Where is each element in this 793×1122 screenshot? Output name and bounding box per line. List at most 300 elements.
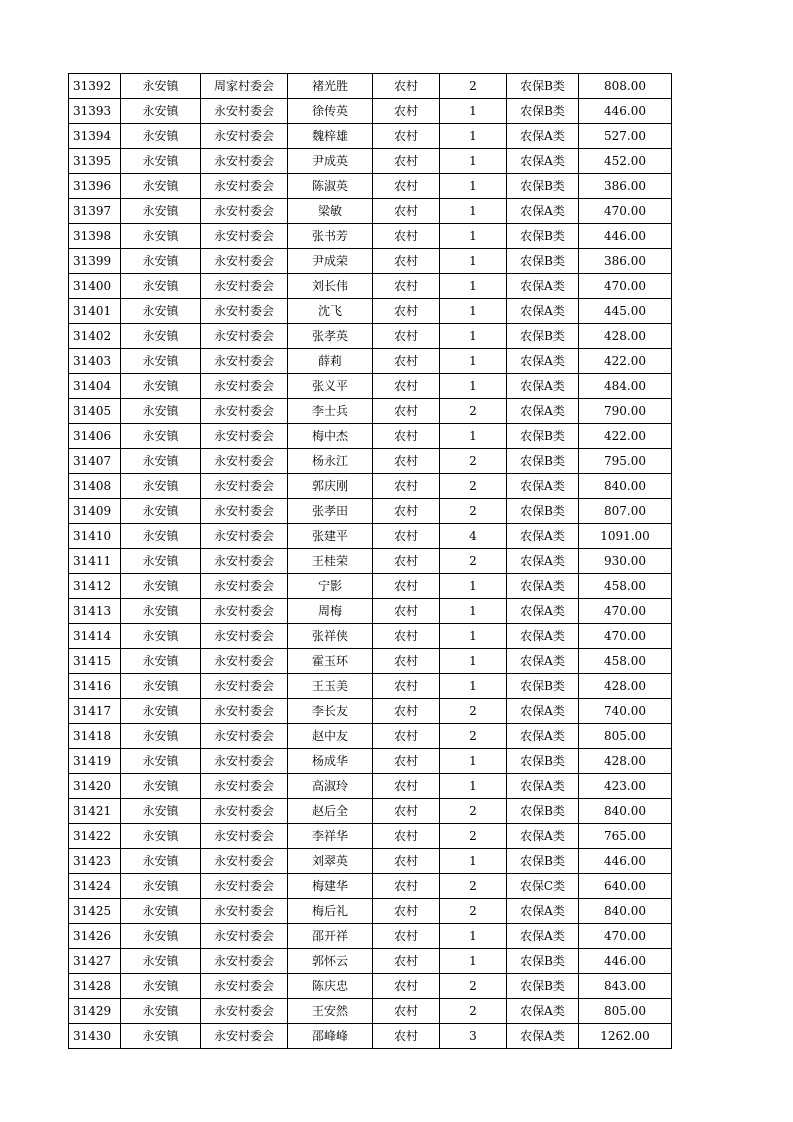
area-type-cell: 农村 [373,224,440,249]
area-type-cell: 农村 [373,199,440,224]
name-cell: 李长友 [288,699,373,724]
table-row [69,699,672,724]
record-id-cell: 31430 [69,1024,121,1049]
category-cell: 农保B类 [507,74,579,99]
town-cell: 永安镇 [121,299,201,324]
category-cell: 农保A类 [507,924,579,949]
record-id-cell: 31402 [69,324,121,349]
area-type-cell: 农村 [373,899,440,924]
household-count-cell: 1 [440,374,507,399]
amount-cell: 445.00 [579,299,672,324]
area-type-cell: 农村 [373,724,440,749]
category-cell: 农保A类 [507,724,579,749]
town-cell: 永安镇 [121,924,201,949]
name-cell: 梅后礼 [288,899,373,924]
table-row [69,399,672,424]
category-cell: 农保A类 [507,124,579,149]
name-cell: 邵峰峰 [288,1024,373,1049]
category-cell: 农保B类 [507,974,579,999]
area-type-cell: 农村 [373,999,440,1024]
name-cell: 张祥侠 [288,624,373,649]
table-row [69,599,672,624]
amount-cell: 470.00 [579,924,672,949]
town-cell: 永安镇 [121,224,201,249]
table-row [69,749,672,774]
amount-cell: 446.00 [579,224,672,249]
amount-cell: 452.00 [579,149,672,174]
village-committee-cell: 永安村委会 [201,499,288,524]
area-type-cell: 农村 [373,299,440,324]
amount-cell: 386.00 [579,249,672,274]
record-id-cell: 31401 [69,299,121,324]
record-id-cell: 31423 [69,849,121,874]
household-count-cell: 1 [440,624,507,649]
area-type-cell: 农村 [373,349,440,374]
amount-cell: 422.00 [579,424,672,449]
town-cell: 永安镇 [121,149,201,174]
household-count-cell: 1 [440,674,507,699]
amount-cell: 386.00 [579,174,672,199]
town-cell: 永安镇 [121,1024,201,1049]
record-id-cell: 31405 [69,399,121,424]
category-cell: 农保B类 [507,424,579,449]
household-count-cell: 1 [440,649,507,674]
household-count-cell: 1 [440,274,507,299]
name-cell: 李祥华 [288,824,373,849]
name-cell: 张孝田 [288,499,373,524]
town-cell: 永安镇 [121,174,201,199]
name-cell: 李士兵 [288,399,373,424]
amount-cell: 795.00 [579,449,672,474]
town-cell: 永安镇 [121,724,201,749]
name-cell: 张孝英 [288,324,373,349]
amount-cell: 446.00 [579,849,672,874]
amount-cell: 470.00 [579,624,672,649]
village-committee-cell: 永安村委会 [201,799,288,824]
name-cell: 梁敏 [288,199,373,224]
village-committee-cell: 永安村委会 [201,99,288,124]
amount-cell: 527.00 [579,124,672,149]
name-cell: 尹成英 [288,149,373,174]
category-cell: 农保A类 [507,774,579,799]
village-committee-cell: 永安村委会 [201,299,288,324]
table-row [69,574,672,599]
town-cell: 永安镇 [121,849,201,874]
category-cell: 农保A类 [507,524,579,549]
amount-cell: 805.00 [579,999,672,1024]
name-cell: 薛莉 [288,349,373,374]
household-count-cell: 3 [440,1024,507,1049]
village-committee-cell: 永安村委会 [201,274,288,299]
name-cell: 张书芳 [288,224,373,249]
household-count-cell: 1 [440,349,507,374]
household-count-cell: 2 [440,699,507,724]
village-committee-cell: 永安村委会 [201,174,288,199]
area-type-cell: 农村 [373,424,440,449]
household-count-cell: 2 [440,999,507,1024]
table-row [69,274,672,299]
household-count-cell: 1 [440,99,507,124]
table-row [69,474,672,499]
record-id-cell: 31397 [69,199,121,224]
category-cell: 农保A类 [507,1024,579,1049]
village-committee-cell: 永安村委会 [201,624,288,649]
amount-cell: 640.00 [579,874,672,899]
village-committee-cell: 永安村委会 [201,874,288,899]
name-cell: 魏梓雄 [288,124,373,149]
table-row [69,924,672,949]
area-type-cell: 农村 [373,674,440,699]
area-type-cell: 农村 [373,924,440,949]
town-cell: 永安镇 [121,399,201,424]
category-cell: 农保A类 [507,474,579,499]
town-cell: 永安镇 [121,99,201,124]
amount-cell: 428.00 [579,749,672,774]
area-type-cell: 农村 [373,774,440,799]
town-cell: 永安镇 [121,824,201,849]
village-committee-cell: 永安村委会 [201,899,288,924]
town-cell: 永安镇 [121,249,201,274]
category-cell: 农保B类 [507,249,579,274]
household-count-cell: 4 [440,524,507,549]
table-row [69,824,672,849]
name-cell: 张义平 [288,374,373,399]
name-cell: 张建平 [288,524,373,549]
name-cell: 郭庆刚 [288,474,373,499]
category-cell: 农保A类 [507,599,579,624]
town-cell: 永安镇 [121,699,201,724]
village-committee-cell: 永安村委会 [201,724,288,749]
village-committee-cell: 永安村委会 [201,574,288,599]
village-committee-cell: 永安村委会 [201,774,288,799]
category-cell: 农保A类 [507,374,579,399]
category-cell: 农保A类 [507,999,579,1024]
area-type-cell: 农村 [373,974,440,999]
record-id-cell: 31396 [69,174,121,199]
benefit-table [68,73,672,1049]
record-id-cell: 31413 [69,599,121,624]
town-cell: 永安镇 [121,649,201,674]
household-count-cell: 1 [440,424,507,449]
amount-cell: 484.00 [579,374,672,399]
amount-cell: 740.00 [579,699,672,724]
town-cell: 永安镇 [121,574,201,599]
town-cell: 永安镇 [121,324,201,349]
household-count-cell: 2 [440,899,507,924]
area-type-cell: 农村 [373,249,440,274]
category-cell: 农保B类 [507,449,579,474]
household-count-cell: 1 [440,149,507,174]
household-count-cell: 2 [440,449,507,474]
category-cell: 农保B类 [507,799,579,824]
name-cell: 杨成华 [288,749,373,774]
area-type-cell: 农村 [373,274,440,299]
table-row [69,374,672,399]
amount-cell: 1262.00 [579,1024,672,1049]
table-row [69,424,672,449]
household-count-cell: 2 [440,399,507,424]
household-count-cell: 1 [440,574,507,599]
record-id-cell: 31429 [69,999,121,1024]
village-committee-cell: 永安村委会 [201,999,288,1024]
household-count-cell: 1 [440,249,507,274]
household-count-cell: 1 [440,224,507,249]
category-cell: 农保A类 [507,199,579,224]
name-cell: 宁影 [288,574,373,599]
name-cell: 褚光胜 [288,74,373,99]
amount-cell: 790.00 [579,399,672,424]
village-committee-cell: 永安村委会 [201,974,288,999]
area-type-cell: 农村 [373,699,440,724]
record-id-cell: 31408 [69,474,121,499]
record-id-cell: 31416 [69,674,121,699]
area-type-cell: 农村 [373,574,440,599]
area-type-cell: 农村 [373,399,440,424]
household-count-cell: 1 [440,299,507,324]
town-cell: 永安镇 [121,449,201,474]
table-body [69,74,672,1049]
category-cell: 农保B类 [507,174,579,199]
category-cell: 农保A类 [507,699,579,724]
amount-cell: 840.00 [579,474,672,499]
name-cell: 尹成荣 [288,249,373,274]
category-cell: 农保B类 [507,949,579,974]
record-id-cell: 31417 [69,699,121,724]
household-count-cell: 1 [440,174,507,199]
table-row [69,74,672,99]
record-id-cell: 31398 [69,224,121,249]
village-committee-cell: 永安村委会 [201,924,288,949]
household-count-cell: 1 [440,749,507,774]
village-committee-cell: 永安村委会 [201,149,288,174]
table-row [69,324,672,349]
amount-cell: 1091.00 [579,524,672,549]
record-id-cell: 31428 [69,974,121,999]
area-type-cell: 农村 [373,124,440,149]
household-count-cell: 1 [440,199,507,224]
village-committee-cell: 周家村委会 [201,74,288,99]
record-id-cell: 31426 [69,924,121,949]
amount-cell: 843.00 [579,974,672,999]
name-cell: 刘翠英 [288,849,373,874]
category-cell: 农保A类 [507,624,579,649]
amount-cell: 470.00 [579,199,672,224]
name-cell: 徐传英 [288,99,373,124]
name-cell: 梅建华 [288,874,373,899]
record-id-cell: 31421 [69,799,121,824]
record-id-cell: 31399 [69,249,121,274]
category-cell: 农保A类 [507,649,579,674]
household-count-cell: 2 [440,874,507,899]
record-id-cell: 31427 [69,949,121,974]
table-row [69,449,672,474]
table-row [69,649,672,674]
village-committee-cell: 永安村委会 [201,524,288,549]
name-cell: 霍玉环 [288,649,373,674]
amount-cell: 840.00 [579,899,672,924]
category-cell: 农保A类 [507,299,579,324]
table-row [69,974,672,999]
village-committee-cell: 永安村委会 [201,474,288,499]
village-committee-cell: 永安村委会 [201,699,288,724]
town-cell: 永安镇 [121,199,201,224]
record-id-cell: 31415 [69,649,121,674]
area-type-cell: 农村 [373,474,440,499]
area-type-cell: 农村 [373,749,440,774]
table-row [69,149,672,174]
record-id-cell: 31400 [69,274,121,299]
record-id-cell: 31410 [69,524,121,549]
record-id-cell: 31425 [69,899,121,924]
town-cell: 永安镇 [121,774,201,799]
name-cell: 赵后全 [288,799,373,824]
amount-cell: 930.00 [579,549,672,574]
amount-cell: 840.00 [579,799,672,824]
table-row [69,174,672,199]
amount-cell: 458.00 [579,574,672,599]
category-cell: 农保A类 [507,149,579,174]
town-cell: 永安镇 [121,674,201,699]
record-id-cell: 31412 [69,574,121,599]
record-id-cell: 31395 [69,149,121,174]
category-cell: 农保A类 [507,549,579,574]
name-cell: 高淑玲 [288,774,373,799]
village-committee-cell: 永安村委会 [201,949,288,974]
amount-cell: 470.00 [579,274,672,299]
village-committee-cell: 永安村委会 [201,449,288,474]
area-type-cell: 农村 [373,624,440,649]
table-row [69,624,672,649]
area-type-cell: 农村 [373,949,440,974]
record-id-cell: 31409 [69,499,121,524]
table-row [69,724,672,749]
area-type-cell: 农村 [373,449,440,474]
area-type-cell: 农村 [373,599,440,624]
town-cell: 永安镇 [121,949,201,974]
name-cell: 梅中杰 [288,424,373,449]
category-cell: 农保A类 [507,824,579,849]
name-cell: 王桂荣 [288,549,373,574]
area-type-cell: 农村 [373,849,440,874]
table-row [69,949,672,974]
table-row [69,199,672,224]
town-cell: 永安镇 [121,799,201,824]
area-type-cell: 农村 [373,799,440,824]
household-count-cell: 2 [440,974,507,999]
village-committee-cell: 永安村委会 [201,424,288,449]
area-type-cell: 农村 [373,549,440,574]
household-count-cell: 2 [440,499,507,524]
amount-cell: 805.00 [579,724,672,749]
category-cell: 农保A类 [507,274,579,299]
table-row [69,799,672,824]
name-cell: 杨永江 [288,449,373,474]
amount-cell: 807.00 [579,499,672,524]
amount-cell: 446.00 [579,949,672,974]
table-row [69,99,672,124]
category-cell: 农保B类 [507,224,579,249]
area-type-cell: 农村 [373,174,440,199]
amount-cell: 422.00 [579,349,672,374]
village-committee-cell: 永安村委会 [201,399,288,424]
area-type-cell: 农村 [373,149,440,174]
table-row [69,499,672,524]
town-cell: 永安镇 [121,599,201,624]
town-cell: 永安镇 [121,749,201,774]
category-cell: 农保B类 [507,749,579,774]
table-row [69,549,672,574]
record-id-cell: 31394 [69,124,121,149]
amount-cell: 765.00 [579,824,672,849]
village-committee-cell: 永安村委会 [201,224,288,249]
category-cell: 农保A类 [507,399,579,424]
area-type-cell: 农村 [373,74,440,99]
record-id-cell: 31407 [69,449,121,474]
household-count-cell: 2 [440,549,507,574]
area-type-cell: 农村 [373,324,440,349]
village-committee-cell: 永安村委会 [201,749,288,774]
record-id-cell: 31403 [69,349,121,374]
record-id-cell: 31420 [69,774,121,799]
household-count-cell: 1 [440,849,507,874]
village-committee-cell: 永安村委会 [201,824,288,849]
household-count-cell: 2 [440,799,507,824]
record-id-cell: 31393 [69,99,121,124]
category-cell: 农保B类 [507,499,579,524]
record-id-cell: 31414 [69,624,121,649]
village-committee-cell: 永安村委会 [201,324,288,349]
village-committee-cell: 永安村委会 [201,849,288,874]
table-row [69,349,672,374]
area-type-cell: 农村 [373,1024,440,1049]
area-type-cell: 农村 [373,499,440,524]
name-cell: 邵开祥 [288,924,373,949]
household-count-cell: 1 [440,949,507,974]
table-row [69,774,672,799]
name-cell: 王玉美 [288,674,373,699]
record-id-cell: 31404 [69,374,121,399]
name-cell: 陈淑英 [288,174,373,199]
town-cell: 永安镇 [121,624,201,649]
town-cell: 永安镇 [121,474,201,499]
area-type-cell: 农村 [373,524,440,549]
record-id-cell: 31424 [69,874,121,899]
village-committee-cell: 永安村委会 [201,374,288,399]
village-committee-cell: 永安村委会 [201,674,288,699]
household-count-cell: 1 [440,924,507,949]
town-cell: 永安镇 [121,349,201,374]
town-cell: 永安镇 [121,549,201,574]
town-cell: 永安镇 [121,524,201,549]
amount-cell: 458.00 [579,649,672,674]
table-row [69,299,672,324]
category-cell: 农保A类 [507,574,579,599]
household-count-cell: 2 [440,824,507,849]
table-row [69,249,672,274]
area-type-cell: 农村 [373,824,440,849]
table-row [69,849,672,874]
record-id-cell: 31392 [69,74,121,99]
category-cell: 农保C类 [507,874,579,899]
amount-cell: 423.00 [579,774,672,799]
area-type-cell: 农村 [373,374,440,399]
town-cell: 永安镇 [121,424,201,449]
category-cell: 农保B类 [507,674,579,699]
household-count-cell: 1 [440,124,507,149]
record-id-cell: 31418 [69,724,121,749]
table-row [69,874,672,899]
town-cell: 永安镇 [121,874,201,899]
